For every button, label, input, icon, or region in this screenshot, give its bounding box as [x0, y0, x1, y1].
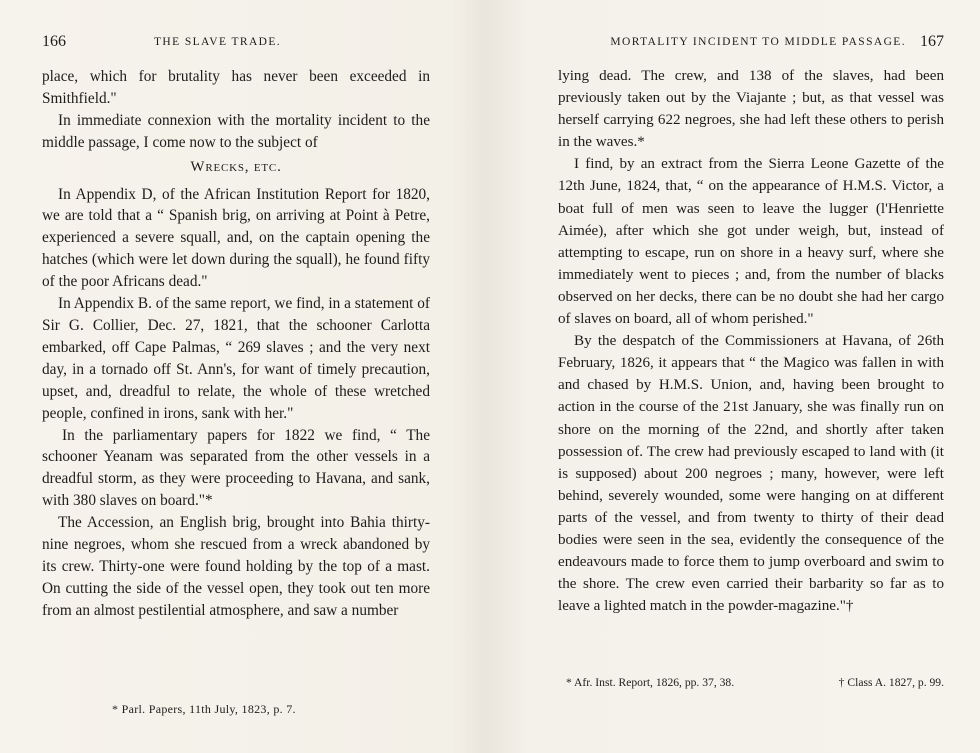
footnote: † Class A. 1827, p. 99. [838, 676, 944, 689]
paragraph: The Accession, an English brig, brought into Bahia thirty-nine negroes, whom she rescued from a wreck abandoned by its crew. Thirty-one were found holding by the top of a mast. On cutting the side of the vessel open, they took out ten more from an almost pestilential atmosphere, and saw a number [42, 514, 430, 619]
left-page-header [42, 33, 430, 55]
right-page-header [558, 33, 944, 55]
paragraph: In immediate connexion with the mortality incident to the middle passage, I come now to the subject of [42, 111, 430, 151]
section-heading: Wrecks, etc. [190, 158, 282, 175]
footnote: * Afr. Inst. Report, 1826, pp. 37, 38. [566, 676, 735, 689]
paragraph: I find, by an extract from the Sierra Leone Gazette of the 12th June, 1824, that, “ on the appearance of H.M.S. Victor, a boat full of men was seen to leave the lugger (l'Henriette Aimée), after which she got under weigh, but, instead of attempting to escape, run on shore in a heavy surf, where she immediately went to pieces ; and, from the number of blacks observed on her decks, there can be no doubt she had her cargo of slaves on board, all of whom perished." [558, 156, 944, 328]
right-footnotes [566, 676, 944, 689]
paragraph: In Appendix B. of the same report, we find, in a statement of Sir G. Collier, Dec. 27, 1821, that the schooner Carlotta embarked, off Cape Palmas, “ 269 slaves ; and the very next day, in a tornado off St. Ann's, for want of timely precaution, upset, and, dreadful to relate, the whole of these wretched people, confined in irons, sank with her." [42, 295, 430, 422]
paragraph: By the despatch of the Commissioners at Havana, of 26th February, 1826, it appears that “ the Magico was fallen in with and chased by H.M.S. Union, and, having been brought to action in the course of the 21st January, she was finally run on shore on the morning of the 22nd, and shortly after taken possession of. The crew had previously escaped to land with (it is supposed) about 200 negroes ; many, however, were left behind, severely wounded, some were hanging on at different parts of the vessel, and from twenty to thirty of their dead bodies were seen in the sea, evidently the consequence of the endeavours made to force them to jump overboard and swim to the shore. The crew even carried their barbarity so far as to leave a lighted match in the powder-magazine."† [558, 333, 944, 615]
left-page [42, 0, 430, 753]
left-page-number: 166 [42, 33, 66, 50]
left-running-head: THE SLAVE TRADE. [154, 36, 282, 48]
right-running-head: MORTALITY INCIDENT TO MIDDLE PASSAGE. [610, 36, 906, 48]
paragraph: In Appendix D, of the African Institution Report for 1820, we are told that a “ Spanish brig, on arriving at Point à Petre, experienced a severe squall, and, on the captain opening the hatches (which were let down during the squall), he found fifty of the poor Africans dead." [42, 185, 430, 291]
left-page-body [42, 66, 430, 622]
right-page-number: 167 [920, 33, 944, 50]
paragraph: place, which for brutality has never been exceeded in Smithfield." [42, 68, 430, 107]
right-page-body [558, 65, 944, 617]
left-footnote: * Parl. Papers, 11th July, 1823, p. 7. [112, 702, 296, 716]
paragraph: In the parliamentary papers for 1822 we find, “ The schooner Yeanam was separated from the other vessels in a dreadful storm, as they were proceeding to Havana, and sank, with 380 slaves on board."* [42, 426, 430, 510]
right-page [558, 0, 944, 753]
paragraph: lying dead. The crew, and 138 of the slaves, had been previously taken out by the Viajante ; but, as that vessel was herself carrying 622 negroes, she had left these others to perish in the waves.* [558, 68, 944, 151]
